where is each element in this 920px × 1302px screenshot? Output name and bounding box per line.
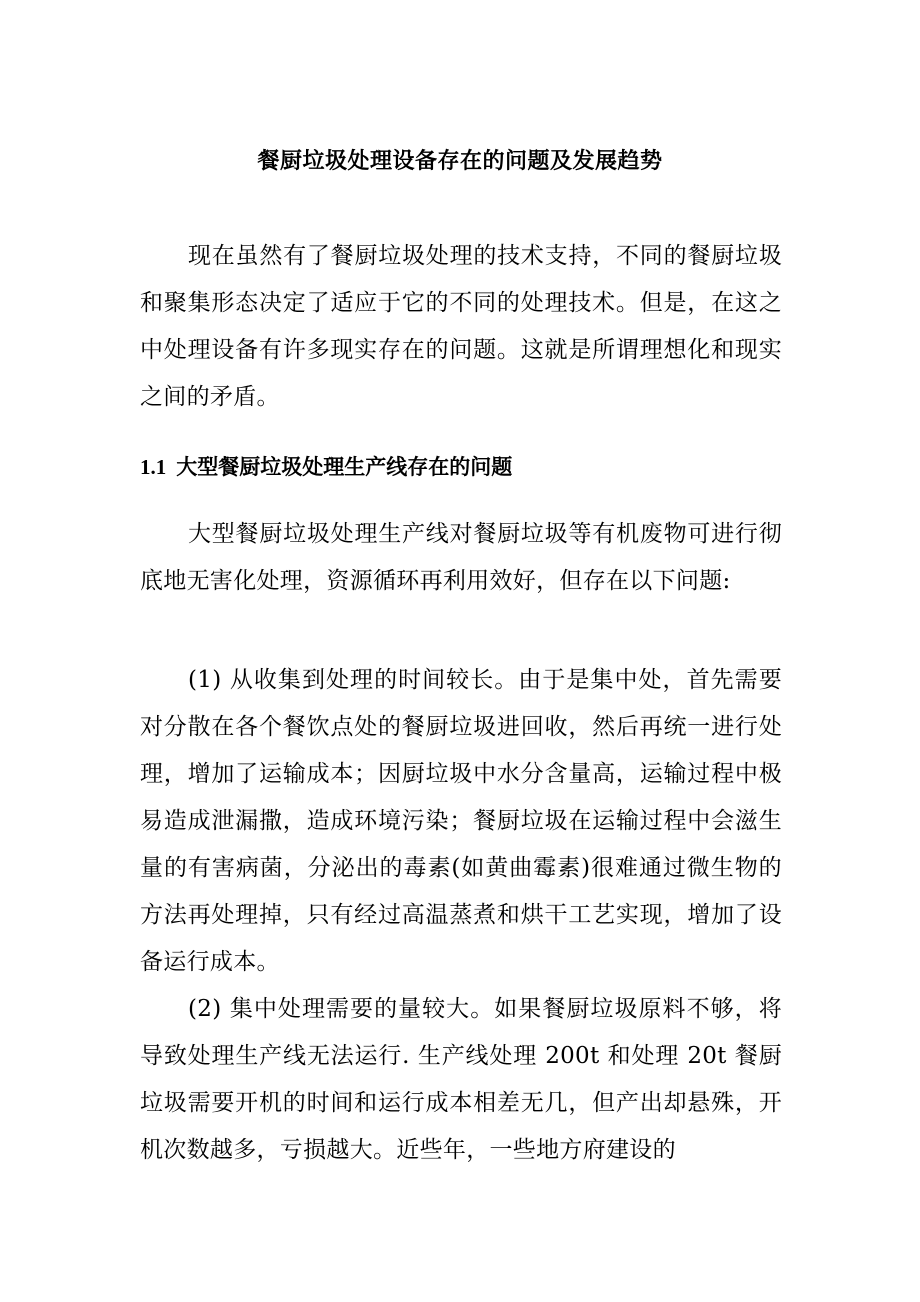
section-paragraph: 大型餐厨垃圾处理生产线对餐厨垃圾等有机废物可进行彻底地无害化处理，资源循环再利用效好，但存在以下问题: (140, 521, 782, 594)
document-title: 餐厨垃圾处理设备存在的问题及发展趋势 (257, 148, 663, 174)
list-item-2: (2) 集中处理需要的量较大。如果餐厨垃圾原料不够，将导致处理生产线无法运行. 生产线处理 200t 和处理 20t 餐厨垃圾需要开机的时间和运行成本相差无几，但产出却悬殊，开机次数越多，亏损越大。近些年，一些地方府建设的 (140, 996, 782, 1163)
intro-paragraph: 现在虽然有了餐厨垃圾处理的技术支持，不同的餐厨垃圾和聚集形态决定了适应于它的不同的处理技术。但是，在这之中处理设备有许多现实存在的问题。这就是所谓理想化和现实之间的矛盾。 (140, 243, 782, 410)
list-item-1: (1) 从收集到处理的时间较长。由于是集中处，首先需要对分散在各个餐饮点处的餐厨垃圾进回收，然后再统一进行处理，增加了运输成本；因厨垃圾中水分含量高，运输过程中极易造成泄漏撒，造成环境污染；餐厨垃圾在运输过程中会滋生量的有害病菌，分泌出的毒素(如黄曲霉素)很难通过微生物的方法再处理掉，只有经过高温蒸煮和烘干工艺实现，增加了设备运行成本。 (140, 667, 782, 975)
section-number: 1.1 (140, 455, 167, 479)
section-heading (140, 452, 800, 482)
section-title: 大型餐厨垃圾处理生产线存在的问题 (176, 454, 513, 479)
